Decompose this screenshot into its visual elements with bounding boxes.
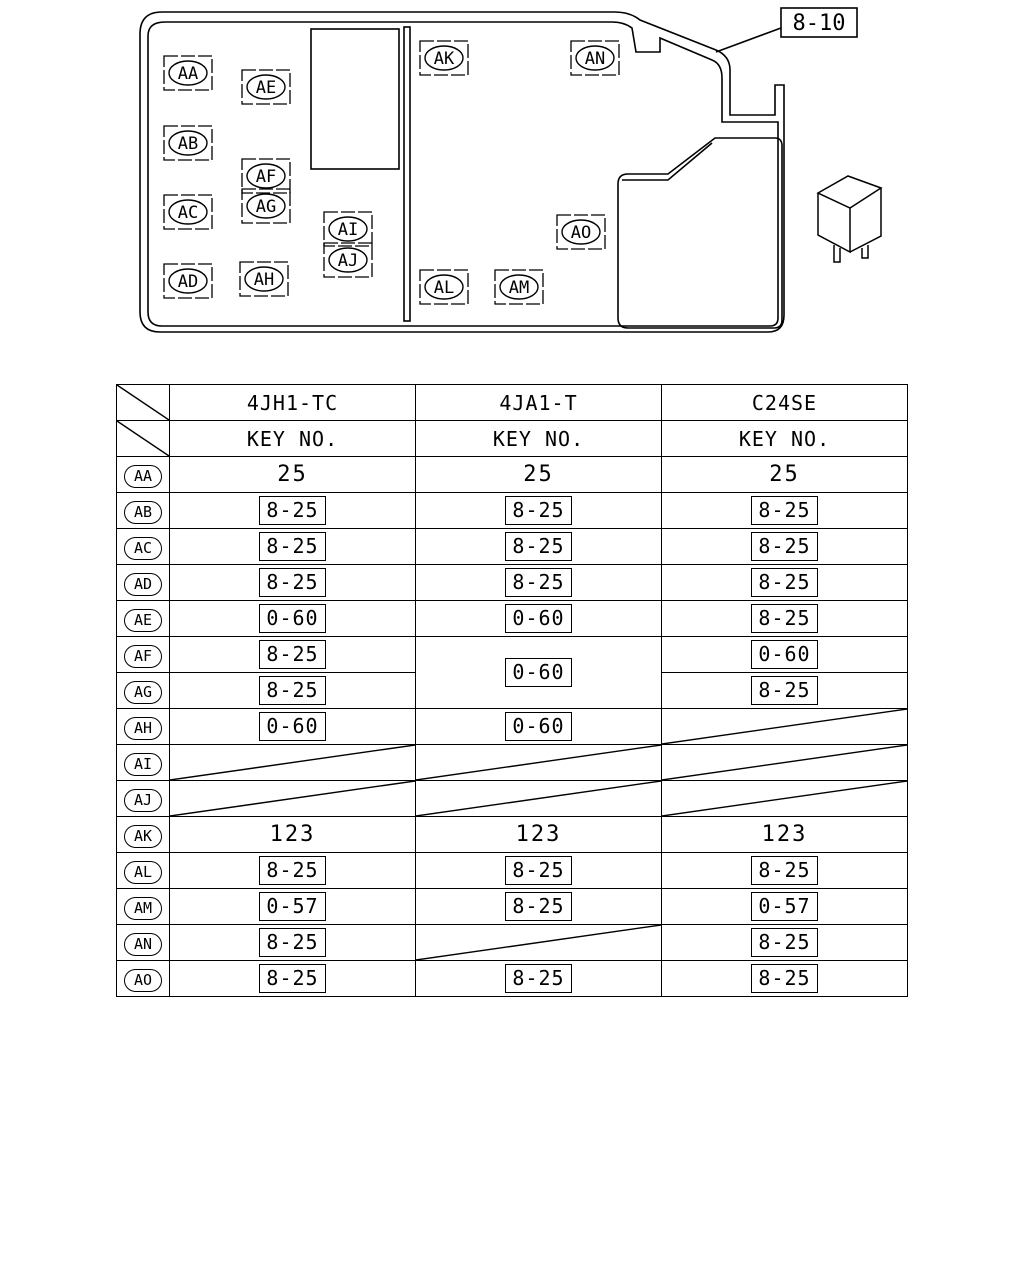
diagonal-slash [662, 709, 907, 744]
key-number-boxed: 8-25 [505, 892, 571, 921]
right-compartment [618, 138, 782, 328]
table-row [117, 817, 908, 853]
svg-text:AI: AI [337, 220, 359, 240]
key-number-boxed: 0-60 [505, 604, 571, 633]
svg-text:AC: AC [177, 203, 199, 223]
key-cell [170, 853, 416, 889]
key-number-table [116, 384, 908, 997]
row-label: AD [124, 573, 162, 596]
diagonal-slash [117, 385, 169, 420]
svg-text:AG: AG [255, 197, 277, 217]
center-divider [404, 27, 410, 321]
key-cell [662, 601, 908, 637]
row-label-cell [117, 925, 170, 961]
key-cell [662, 925, 908, 961]
engine-header: C24SE [662, 385, 908, 421]
row-label-cell [117, 961, 170, 997]
svg-text:AO: AO [570, 223, 592, 243]
key-number-boxed: 0-60 [751, 640, 817, 669]
key-number-boxed: 8-25 [505, 856, 571, 885]
row-label-cell [117, 853, 170, 889]
connector-label-ab [164, 126, 212, 160]
table-row [117, 601, 908, 637]
diagonal-slash [416, 925, 661, 960]
table-row [117, 493, 908, 529]
key-number-boxed: 0-60 [259, 604, 325, 633]
key-number-boxed: 8-25 [505, 496, 571, 525]
key-cell [416, 457, 662, 493]
row-label-cell [117, 709, 170, 745]
table-row [117, 457, 908, 493]
key-number-boxed: 8-25 [751, 604, 817, 633]
diagonal-slash [416, 781, 661, 816]
engine-header: 4JH1-TC [170, 385, 416, 421]
key-cell [662, 529, 908, 565]
key-number-boxed: 8-25 [751, 676, 817, 705]
connector-label-ac [164, 195, 212, 229]
key-number-table-wrap [116, 384, 908, 997]
key-cell [416, 529, 662, 565]
connector-label-ad [164, 264, 212, 298]
connector-label-ai [324, 212, 372, 246]
callout-ref: 8-10 [792, 11, 846, 36]
connector-label-al [420, 270, 468, 304]
key-number-boxed: 8-25 [259, 496, 325, 525]
key-cell [170, 745, 416, 781]
svg-text:AK: AK [433, 49, 455, 69]
key-cell [170, 673, 416, 709]
diagonal-slash [170, 745, 415, 780]
key-cell [170, 961, 416, 997]
key-cell [170, 781, 416, 817]
key-number: 123 [269, 822, 316, 847]
header-row-engine [117, 385, 908, 421]
key-number-boxed: 8-25 [751, 964, 817, 993]
connector-label-af [242, 159, 290, 193]
svg-text:AE: AE [255, 78, 277, 98]
svg-text:AH: AH [253, 270, 275, 290]
key-cell [170, 817, 416, 853]
table-row [117, 709, 908, 745]
key-number-boxed: 0-60 [505, 712, 571, 741]
key-cell [170, 889, 416, 925]
key-cell [662, 673, 908, 709]
table-row [117, 961, 908, 997]
key-number-boxed: 8-25 [259, 928, 325, 957]
svg-text:AN: AN [584, 49, 606, 69]
connector-label-ag [242, 189, 290, 223]
table-row [117, 889, 908, 925]
row-label-cell [117, 493, 170, 529]
key-cell [416, 817, 662, 853]
row-label-cell [117, 529, 170, 565]
key-cell [416, 925, 662, 961]
key-cell [662, 745, 908, 781]
key-no-header: KEY NO. [416, 421, 662, 457]
key-no-header: KEY NO. [662, 421, 908, 457]
table-row [117, 565, 908, 601]
key-number: 123 [515, 822, 562, 847]
row-label-cell [117, 637, 170, 673]
key-cell [416, 637, 662, 709]
row-label: AB [124, 501, 162, 524]
row-label: AL [124, 861, 162, 884]
row-label: AM [124, 897, 162, 920]
row-label-cell [117, 673, 170, 709]
diagonal-slash [416, 745, 661, 780]
key-number: 25 [769, 462, 800, 487]
key-number-boxed: 8-25 [259, 676, 325, 705]
svg-text:AA: AA [177, 64, 199, 84]
connector-label-an [571, 41, 619, 75]
key-number-boxed: 8-25 [259, 568, 325, 597]
key-number: 25 [523, 462, 554, 487]
engine-header: 4JA1-T [416, 385, 662, 421]
row-label: AN [124, 933, 162, 956]
svg-text:AL: AL [433, 278, 455, 298]
row-label-cell [117, 889, 170, 925]
table-row [117, 853, 908, 889]
row-label: AC [124, 537, 162, 560]
connector-label-aa [164, 56, 212, 90]
connector-label-ae [242, 70, 290, 104]
row-label: AE [124, 609, 162, 632]
table-row [117, 529, 908, 565]
svg-text:AB: AB [177, 134, 199, 154]
key-number-boxed: 8-25 [259, 964, 325, 993]
corner-cell [117, 421, 170, 457]
table-row [117, 925, 908, 961]
key-number-boxed: 8-25 [751, 928, 817, 957]
connector-label-ao [557, 215, 605, 249]
svg-text:AD: AD [177, 272, 199, 292]
key-number-boxed: 8-25 [505, 568, 571, 597]
key-number-boxed: 8-25 [259, 640, 325, 669]
key-cell [416, 745, 662, 781]
connector-label-am [495, 270, 543, 304]
diagonal-slash [662, 781, 907, 816]
svg-text:AM: AM [508, 278, 530, 298]
svg-text:AF: AF [255, 167, 277, 187]
key-cell [662, 493, 908, 529]
relay-icon [818, 176, 881, 262]
row-label: AG [124, 681, 162, 704]
connector-label-ak [420, 41, 468, 75]
key-cell [662, 817, 908, 853]
key-cell [662, 637, 908, 673]
fuse-block-rect [311, 29, 399, 169]
key-number-boxed: 8-25 [505, 532, 571, 561]
key-cell [170, 709, 416, 745]
row-label-cell [117, 781, 170, 817]
key-number-boxed: 8-25 [505, 964, 571, 993]
key-cell [662, 781, 908, 817]
key-cell [416, 853, 662, 889]
row-label: AO [124, 969, 162, 992]
row-label-cell [117, 457, 170, 493]
row-label: AH [124, 717, 162, 740]
key-cell [416, 961, 662, 997]
row-label: AJ [124, 789, 162, 812]
table-row [117, 637, 908, 673]
row-label: AA [124, 465, 162, 488]
key-cell [170, 493, 416, 529]
key-cell [662, 565, 908, 601]
row-label-cell [117, 601, 170, 637]
row-label: AK [124, 825, 162, 848]
key-cell [416, 709, 662, 745]
table-row [117, 745, 908, 781]
row-label-cell [117, 745, 170, 781]
diagonal-slash [170, 781, 415, 816]
connector-label-ah [240, 262, 288, 296]
key-number-boxed: 0-60 [259, 712, 325, 741]
row-label: AF [124, 645, 162, 668]
diagonal-slash [117, 421, 169, 456]
key-cell [416, 493, 662, 529]
relay-box-diagram [0, 0, 1024, 345]
key-cell [416, 781, 662, 817]
key-cell [170, 637, 416, 673]
key-cell [416, 565, 662, 601]
key-number-boxed: 8-25 [259, 532, 325, 561]
key-cell [170, 565, 416, 601]
connector-label-aj [324, 243, 372, 277]
header-row-key [117, 421, 908, 457]
key-cell [170, 457, 416, 493]
key-cell [662, 961, 908, 997]
key-number-boxed: 8-25 [751, 856, 817, 885]
key-number-boxed: 8-25 [751, 568, 817, 597]
key-cell [662, 709, 908, 745]
key-cell [662, 457, 908, 493]
diagonal-slash [662, 745, 907, 780]
row-label-cell [117, 817, 170, 853]
svg-text:AJ: AJ [337, 251, 359, 271]
key-number-boxed: 8-25 [751, 496, 817, 525]
key-no-header: KEY NO. [170, 421, 416, 457]
key-number-boxed: 0-60 [505, 658, 571, 687]
table-row [117, 781, 908, 817]
key-cell [662, 889, 908, 925]
key-number-boxed: 0-57 [259, 892, 325, 921]
key-number-boxed: 0-57 [751, 892, 817, 921]
key-number-boxed: 8-25 [751, 532, 817, 561]
key-cell [170, 601, 416, 637]
row-label-cell [117, 565, 170, 601]
key-number: 123 [761, 822, 808, 847]
corner-cell [117, 385, 170, 421]
key-number: 25 [277, 462, 308, 487]
key-cell [170, 925, 416, 961]
key-cell [416, 601, 662, 637]
key-cell [416, 889, 662, 925]
key-cell [170, 529, 416, 565]
key-cell [662, 853, 908, 889]
key-number-boxed: 8-25 [259, 856, 325, 885]
row-label: AI [124, 753, 162, 776]
